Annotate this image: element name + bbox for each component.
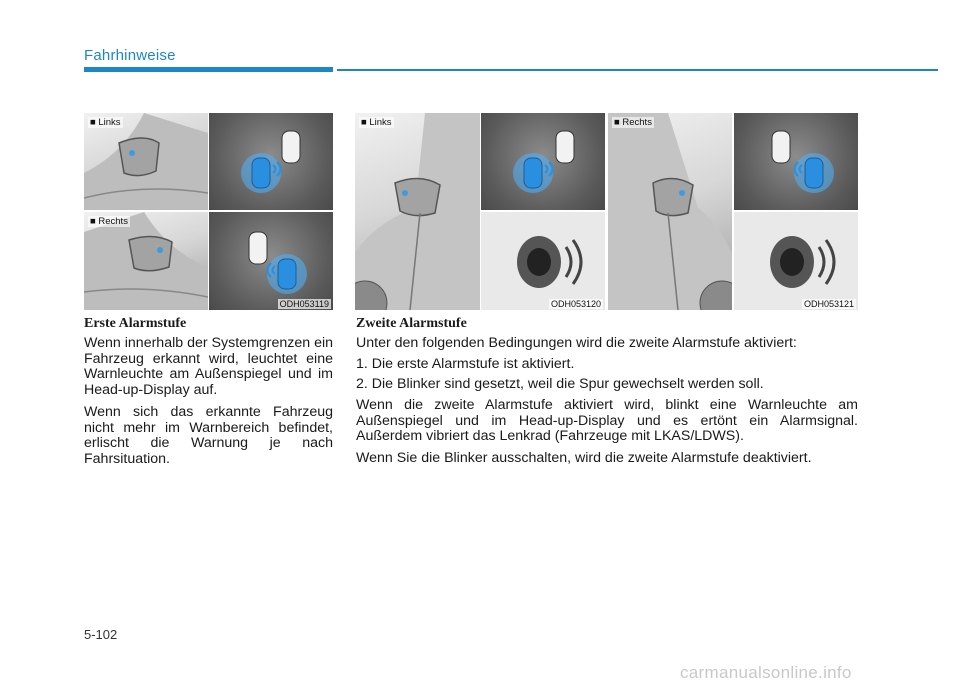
car-warning-icon xyxy=(209,212,333,310)
figure-label-rechts: ■ Rechts xyxy=(614,117,652,128)
heading-zweite-alarmstufe: Zweite Alarmstufe xyxy=(356,316,467,331)
car-warning-icon xyxy=(209,113,333,210)
warning-display-right xyxy=(209,212,333,310)
speaker-icon xyxy=(734,212,858,310)
page-number: 5-102 xyxy=(84,627,118,642)
heading-erste-alarmstufe: Erste Alarmstufe xyxy=(84,316,187,331)
paragraph: Unter den folgenden Bedingungen wird die zweite Alarmstufe aktiviert: xyxy=(356,335,797,351)
warning-display-rechts xyxy=(734,113,858,210)
figure-label-links: ■ Links xyxy=(90,117,121,128)
car-warning-icon xyxy=(481,113,605,210)
image-code: ODH053120 xyxy=(550,299,601,309)
alarm-panel-links xyxy=(481,212,605,310)
car-photo-links xyxy=(355,113,480,310)
section-title: Fahrhinweise xyxy=(84,47,176,64)
list-item: 1. Die erste Alarmstufe ist aktiviert. xyxy=(356,356,575,372)
paragraph: Wenn die zweite Alarmstufe aktiviert wird, blinkt eine Warnleuchte am Außenspiegel und im Head-up-Display und es ertönt ein Alarmsignal. Außerdem vibriert das Lenkrad (Fahrzeuge mit LKAS/LDWS). xyxy=(356,397,858,445)
alarm-panel-rechts xyxy=(734,212,858,310)
header-rule-thin xyxy=(337,69,938,71)
speaker-icon xyxy=(481,212,605,310)
paragraph: Wenn Sie die Blinker ausschalten, wird die zweite Alarmstufe deaktiviert. xyxy=(356,450,812,466)
car-warning-icon xyxy=(734,113,858,210)
header-rule-thick xyxy=(84,67,333,72)
mirror-photo-right xyxy=(84,212,208,310)
warning-display-left xyxy=(209,113,333,210)
paragraph: Wenn sich das erkannte Fahrzeug nicht mehr im Warnbereich befindet, erlischt die Warnung je nach Fahrsituation. xyxy=(84,404,333,467)
car-door-icon xyxy=(608,113,732,310)
figure-label-rechts: ■ Rechts xyxy=(90,216,128,227)
figure-label-links: ■ Links xyxy=(361,117,392,128)
paragraph: Wenn innerhalb der Systemgrenzen ein Fahrzeug erkannt wird, leuchtet eine Warnleuchte am Außenspiegel und im Head-up-Display auf. xyxy=(84,335,333,398)
warning-display-links xyxy=(481,113,605,210)
watermark: carmanualsonline.info xyxy=(680,663,852,682)
list-item: 2. Die Blinker sind gesetzt, weil die Spur gewechselt werden soll. xyxy=(356,376,764,392)
image-code: ODH053121 xyxy=(803,299,854,309)
image-code: ODH053119 xyxy=(279,299,329,309)
car-photo-rechts xyxy=(608,113,732,310)
car-door-icon xyxy=(355,113,480,310)
